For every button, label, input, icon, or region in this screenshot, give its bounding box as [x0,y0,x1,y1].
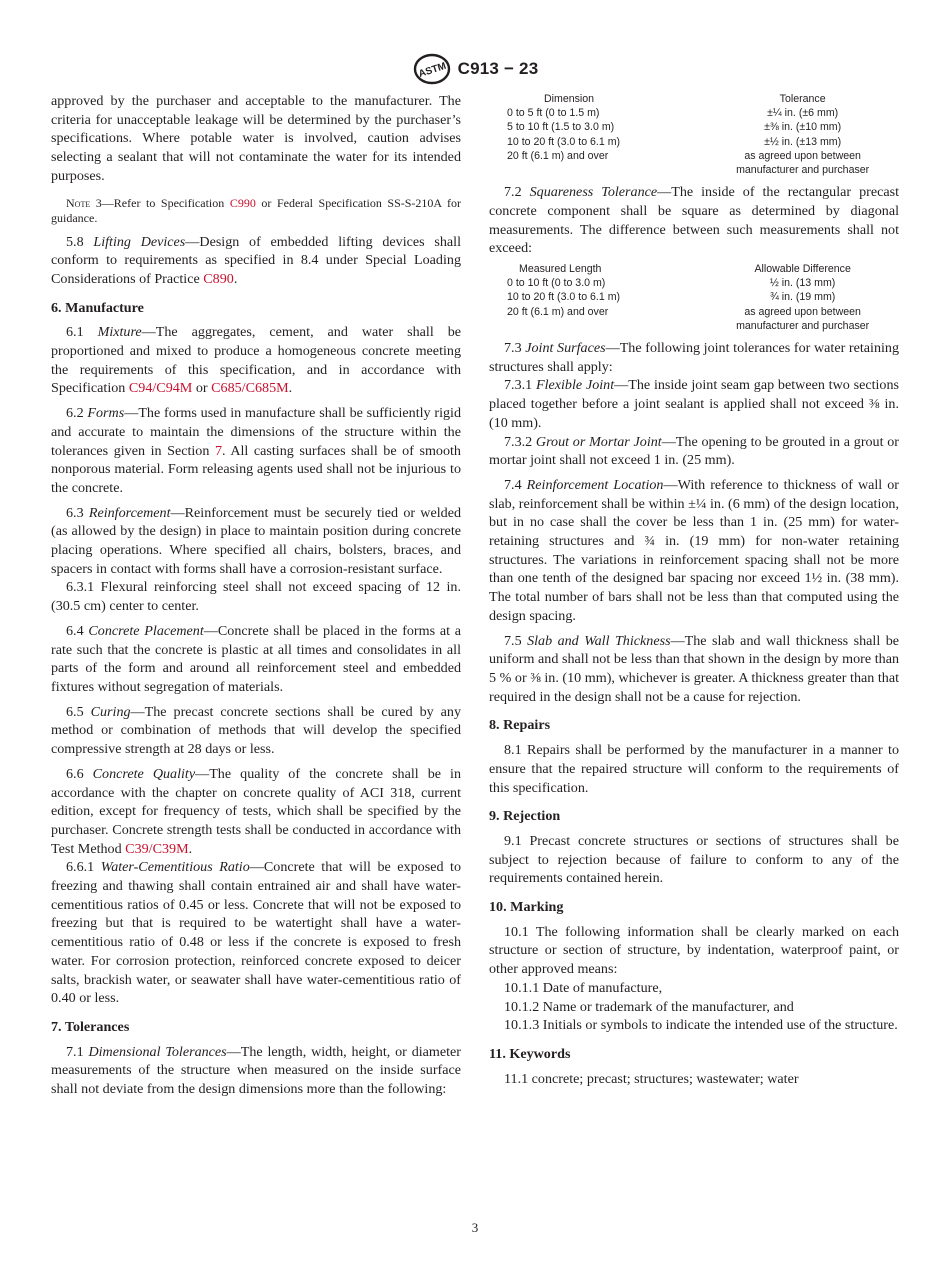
section-5-8: 5.8 Lifting Devices—Design of embedded lifting devices shall conform to requirements as specified in 8.4 under Special Loading Considerations of Practice C890. [51,233,462,287]
section-7-3-1: 7.3.1 Flexible Joint—The inside joint seam gap between two sections placed together before a joint sealant is applied shall not exceed ⅜ in. (10 mm). [489,377,900,431]
table-row [489,319,899,333]
astm-logo-icon [412,52,452,86]
table-cell: as agreed upon between [744,149,861,162]
table-cell: ±¼ in. (±6 mm) [767,107,839,120]
table-cell: ±⅜ in. (±10 mm) [764,121,842,134]
section-8-1: 8.1 Repairs shall be performed by the manufacturer in a manner to ensure that the repaired structure will conform to the requirements of this specification. [489,742,899,796]
table-cell: manufacturer and purchaser [736,319,870,332]
section-7-1: 7.1 Dimensional Tolerances—The length, width, height, or diameter measurements of the structure when measured on the inside surface shall not deviate from the design dimensions more than the following: [51,1043,461,1098]
ref-c39-link[interactable]: C39/C39M [125,840,189,857]
heading-tolerances: 7. Tolerances [51,1018,130,1035]
table-header: Dimension [544,93,595,105]
section-7-3-2: 7.3.2 Grout or Mortar Joint—The opening to be grouted in a grout or mortar joint shall not exceed 1 in. (25 mm). [489,433,899,469]
section-7-4: 7.4 Reinforcement Location—With reference to thickness of wall or slab, reinforcement shall be within ±¼ in. (6 mm) of the design location, but in no case shall the cover be less than 1 in. (25 mm) for water-retaining structures and ¾ in. (19 mm) for non-water retaining structures. The variations in reinforcement spacing shall not be more than one tenth of the designed bar spacing nor exceed 1½ in. (38 mm). The total number of bars shall not be less than that computed using the design spacing. [489,476,900,624]
dimension-tolerance-table [489,92,899,177]
note-label: Note 3 [66,195,102,210]
table-header-row [489,92,899,106]
table-row [489,290,899,304]
section-7-2: 7.2 Squareness Tolerance—The inside of the rectangular precast concrete component shall be square as determined by diagonal measurements. The difference between such measurements shall not exceed: [489,184,899,257]
table-row [489,149,899,163]
heading-rejection: 9. Rejection [489,808,561,825]
section-10-1: 10.1 The following information shall be clearly marked on each structure or section of structure, by indentation, waterproof paint, or other approved means: [489,923,899,978]
section-6-1: 6.1 Mixture—The aggregates, cement, and water shall be proportioned and mixed to produce a homogeneous concrete meeting the requirements of this specification, and in accordance with Specification C94/C94M or C685/C685M. [51,324,461,397]
ref-c990-link[interactable]: C990 [229,195,256,210]
svg-text:ASTM: ASTM [416,60,448,81]
ref-c890-link[interactable]: C890 [203,270,234,287]
section-6-3-1: 6.3.1 Flexural reinforcing steel shall not exceed spacing of 12 in. (30.5 cm) center to center. [51,579,461,615]
note-text: —Refer to Specification [101,195,230,210]
section-9-1: 9.1 Precast concrete structures or sections of structures shall be subject to rejection because of failure to conform to any of the requirements contained herein. [489,832,899,887]
table-cell: 20 ft (6.1 m) and over [507,305,609,318]
heading-manufacture: 6. Manufacture [51,299,144,316]
heading-marking: 10. Marking [489,899,564,916]
table-cell: 10 to 20 ft (3.0 to 6.1 m) [507,135,621,148]
table-row [489,135,899,149]
table-cell: as agreed upon between [744,305,861,318]
table-cell: 0 to 10 ft (0 to 3.0 m) [507,277,606,290]
section-10-1-2: 10.1.2 Name or trademark of the manufacturer, and [504,998,794,1015]
paragraph-continued: approved by the purchaser and acceptable to the manufacturer. The criteria for unacceptable leakage will be determined by the purchaser’s specifications. Where potable water is involved, caution advises selecting a sealant that will not contaminate the water for its intended purposes. [51,93,461,184]
table-cell: 10 to 20 ft (3.0 to 6.1 m) [507,291,621,304]
section-6-2: 6.2 Forms—The forms used in manufacture shall be sufficiently rigid and accurate to maintain the dimensions of the structure within the tolerances given in Section 7. All casting surfaces shall be of smooth nonporous material. Form releasing agents used shall not be injurious to the concrete. [51,405,462,496]
section-6-3: 6.3 Reinforcement—Reinforcement must be securely tied or welded (as allowed by the design) in place to maintain position during concrete placing operations. Where specified all chairs, bolsters, braces, and spacers in contact with forms shall have a corrosion-resistant surface. [51,504,462,577]
standard-designation: C913 − 23 [457,59,539,78]
section-6-4: 6.4 Concrete Placement—Concrete shall be placed in the forms at a rate such that the concrete is plastic at all times and consolidates in all parts of the form and around all reinforcement steel and embedded fixtures without segregation of materials. [51,622,462,695]
table-cell: 0 to 5 ft (0 to 1.5 m) [507,107,600,120]
table-cell: 20 ft (6.1 m) and over [507,149,609,162]
table-header: Measured Length [519,263,602,276]
ref-c94-link[interactable]: C94/C94M [128,380,193,397]
squareness-tolerance-table [489,262,899,333]
table-cell: 5 to 10 ft (1.5 to 3.0 m) [507,121,615,134]
table-cell [489,319,706,333]
ref-c685-link[interactable]: C685/C685M [211,380,289,397]
table-cell: ±½ in. (±13 mm) [764,135,842,148]
section-10-1-1: 10.1.1 Date of manufacture, [504,979,663,996]
section-6-5: 6.5 Curing—The precast concrete sections shall be cured by any method or combination of methods that will develop the specified compressive strength at 28 days or less. [51,703,461,758]
table-cell: ¾ in. (19 mm) [769,291,836,304]
page-header [0,52,950,86]
right-column [489,92,899,1088]
table-row [489,163,899,177]
page-number: 3 [471,1220,479,1235]
note-3 [51,196,461,227]
note-text: or Federal Specification SS-S-210A for guidance. [51,195,461,226]
table-header-row [489,262,899,276]
table-cell: ½ in. (13 mm) [769,277,836,290]
ref-section-7-link[interactable]: 7 [214,442,222,459]
section-10-1-3: 10.1.3 Initials or symbols to indicate the intended use of the structure. [504,1017,898,1034]
heading-repairs: 8. Repairs [489,717,551,734]
table-header: Tolerance [779,93,826,105]
section-11-1: 11.1 concrete; precast; structures; wastewater; water [504,1070,799,1087]
section-7-3: 7.3 Joint Surfaces—The following joint tolerances for water retaining structures shall apply: [489,340,899,375]
section-6-6: 6.6 Concrete Quality—The quality of the concrete shall be in accordance with the chapter on concrete quality of ACI 318, current edition, except for frequency of tests, which shall be specified by the purchaser. Concrete strength tests shall be conducted in accordance with Test Method C39/C39M. [51,765,462,857]
table-cell [489,163,706,177]
heading-keywords: 11. Keywords [489,1045,571,1062]
table-row [489,120,899,134]
left-column [51,92,461,1099]
table-cell: manufacturer and purchaser [736,164,870,177]
table-header: Allowable Difference [754,263,851,276]
section-6-6-1: 6.6.1 Water-Cementitious Ratio—Concrete that will be exposed to freezing and thawing shall contain entrained air and shall have water-cementitious ratios of 0.45 or less. Concrete that will not be exposed to freezing but that is required to be watertight shall have a water-cementitious ratio of 0.48 or less if the concrete is exposed to fresh water. For corrosion protection, reinforced concrete exposed to deicer salts, brackish water, or seawater shall have water-cementitious ratio of 0.40 or less. [51,859,462,1007]
table-row [489,305,899,319]
table-row [489,106,899,120]
table-row [489,276,899,290]
section-7-5: 7.5 Slab and Wall Thickness—The slab and wall thickness shall be uniform and shall not be less than that shown in the design by more than 5 % or ⅜ in. (10 mm), whichever is greater. A thickness greater than that required in the design shall not be a cause for rejection. [489,632,899,705]
